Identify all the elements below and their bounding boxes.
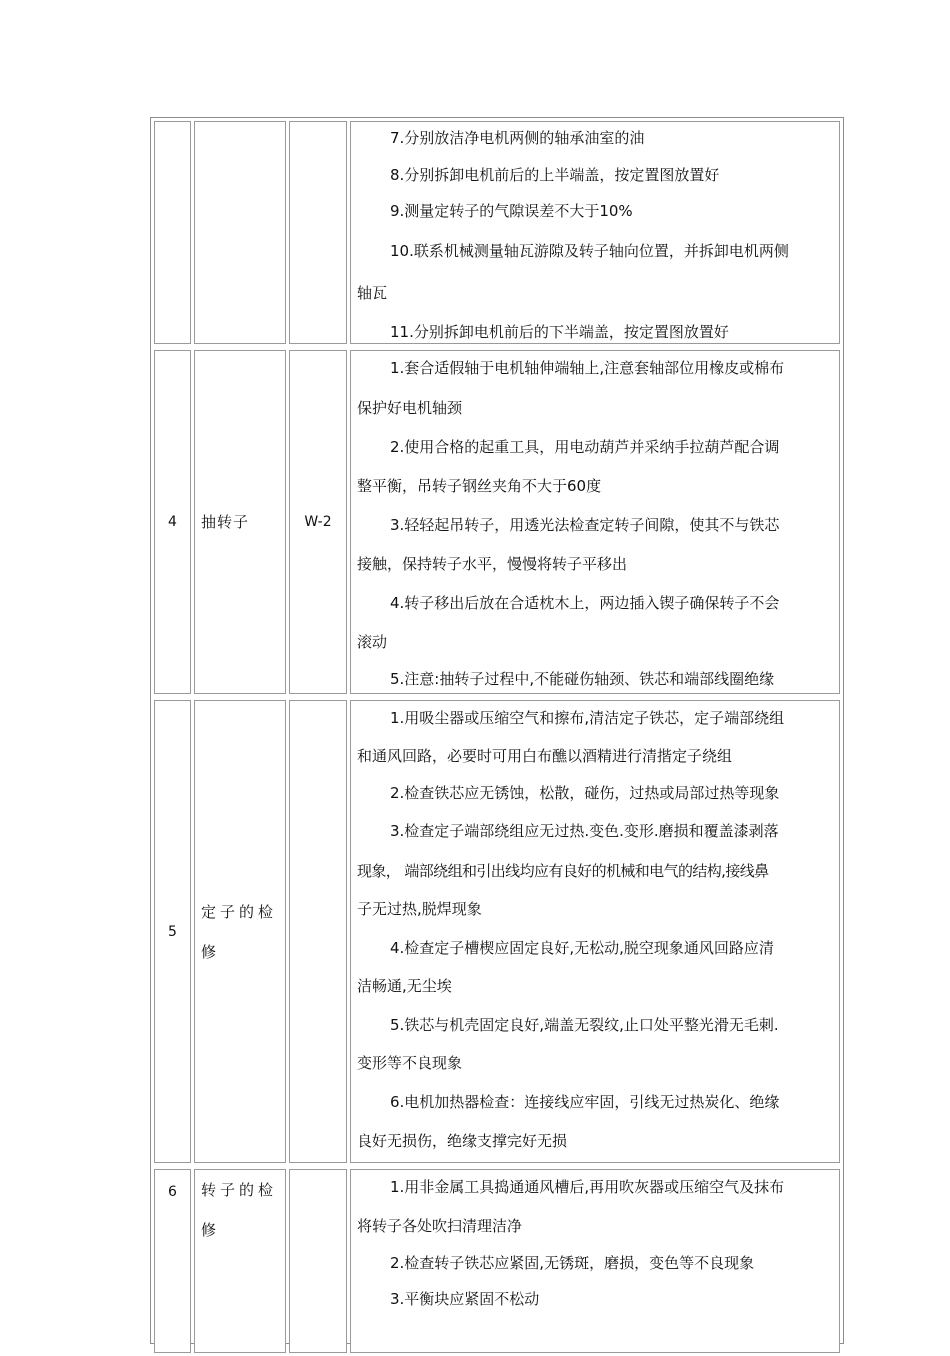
content-line: 9.测量定转子的气隙误差不大于10% xyxy=(390,202,633,220)
content-line: 洁畅通,无尘埃 xyxy=(357,977,452,995)
step-code: W-2 xyxy=(304,514,332,530)
step-name: 转子的检修 xyxy=(201,1181,278,1239)
content-line: 5.铁芯与机壳固定良好,端盖无裂纹,止口处平整光滑无毛刺. xyxy=(390,1016,779,1034)
content-line: 3.平衡块应紧固不松动 xyxy=(390,1290,540,1308)
step-content-cell xyxy=(350,1169,840,1353)
step-name-cell xyxy=(194,350,286,694)
content-line: 7.分别放洁净电机两侧的轴承油室的油 xyxy=(390,129,645,147)
content-line: 2.使用合格的起重工具，用电动葫芦并采纳手拉葫芦配合调 xyxy=(390,438,780,456)
step-code-cell xyxy=(289,700,347,1163)
content-line: 子无过热,脱焊现象 xyxy=(357,900,482,918)
content-line: 5.注意:抽转子过程中,不能碰伤轴颈、铁芯和端部线圈绝缘 xyxy=(390,670,775,688)
step-content-cell xyxy=(350,700,840,1163)
content-line: 4.转子移出后放在合适枕木上，两边插入锲子确保转子不会 xyxy=(390,594,780,612)
content-line: 接触，保持转子水平，慢慢将转子平移出 xyxy=(357,555,628,573)
step-content-cell xyxy=(350,121,840,344)
step-name-cell xyxy=(194,700,286,1163)
step-code-cell xyxy=(289,350,347,694)
step-name: 抽转子 xyxy=(201,513,250,531)
content-line: 1.套合适假轴于电机轴伸端轴上,注意套轴部位用橡皮或棉布 xyxy=(390,359,785,377)
content-line: 保护好电机轴颈 xyxy=(357,399,463,417)
table-row xyxy=(151,118,843,347)
table-row xyxy=(151,697,843,1166)
procedure-table xyxy=(150,117,844,1344)
content-line: 11.分别拆卸电机前后的下半端盖，按定置图放置好 xyxy=(390,322,729,341)
content-line: 滚动 xyxy=(357,633,388,651)
content-line: 和通风回路，必要时可用白布醮以酒精进行清揩定子绕组 xyxy=(357,747,733,765)
step-content-cell xyxy=(350,350,840,694)
step-name-cell xyxy=(194,121,286,344)
content-line: 变形等不良现象 xyxy=(357,1054,463,1072)
content-line: 8.分别拆卸电机前后的上半端盖，按定置图放置好 xyxy=(390,165,720,184)
step-number: 5 xyxy=(168,923,177,940)
content-line: 1.用非金属工具捣通通风槽后,再用吹灰器或压缩空气及抹布 xyxy=(390,1178,785,1196)
content-line: 2.检查转子铁芯应紧固,无锈斑，磨损，变色等不良现象 xyxy=(390,1254,755,1272)
content-line: 4.检查定子槽楔应固定良好,无松动,脱空现象通风回路应清 xyxy=(390,939,774,957)
step-number: 4 xyxy=(168,514,177,530)
step-number-cell xyxy=(154,1169,191,1353)
step-name: 定子的检修 xyxy=(201,902,278,961)
content-line: 1.用吸尘器或压缩空气和擦布,清洁定子铁芯，定子端部绕组 xyxy=(390,709,785,727)
step-number: 6 xyxy=(168,1184,177,1200)
content-line: 现象， 端部绕组和引出线均应有良好的机械和电气的结构,接线鼻 xyxy=(357,862,769,880)
content-line: 整平衡，吊转子钢丝夹角不大于60度 xyxy=(357,477,602,495)
step-name-cell xyxy=(194,1169,286,1353)
content-line: 良好无损伤，绝缘支撑完好无损 xyxy=(357,1132,568,1150)
content-line: 将转子各处吹扫清理洁净 xyxy=(357,1217,523,1235)
step-number-cell xyxy=(154,121,191,344)
content-line: 2.检查铁芯应无锈蚀，松散，碰伤，过热或局部过热等现象 xyxy=(390,784,780,802)
content-line: 10.联系机械测量轴瓦游隙及转子轴向位置，并拆卸电机两侧 xyxy=(390,241,789,260)
table-row xyxy=(151,1166,843,1356)
table-row xyxy=(151,347,843,697)
step-number-cell xyxy=(154,700,191,1163)
step-code-cell xyxy=(289,121,347,344)
content-line: 3.检查定子端部绕组应无过热.变色.变形.磨损和覆盖漆剥落 xyxy=(390,822,779,840)
content-line: 3.轻轻起吊转子，用透光法检查定转子间隙，使其不与铁芯 xyxy=(390,516,780,534)
content-line: 轴瓦 xyxy=(357,283,388,302)
step-code-cell xyxy=(289,1169,347,1353)
step-number-cell xyxy=(154,350,191,694)
content-line: 6.电机加热器检查：连接线应牢固，引线无过热炭化、绝缘 xyxy=(390,1093,780,1111)
